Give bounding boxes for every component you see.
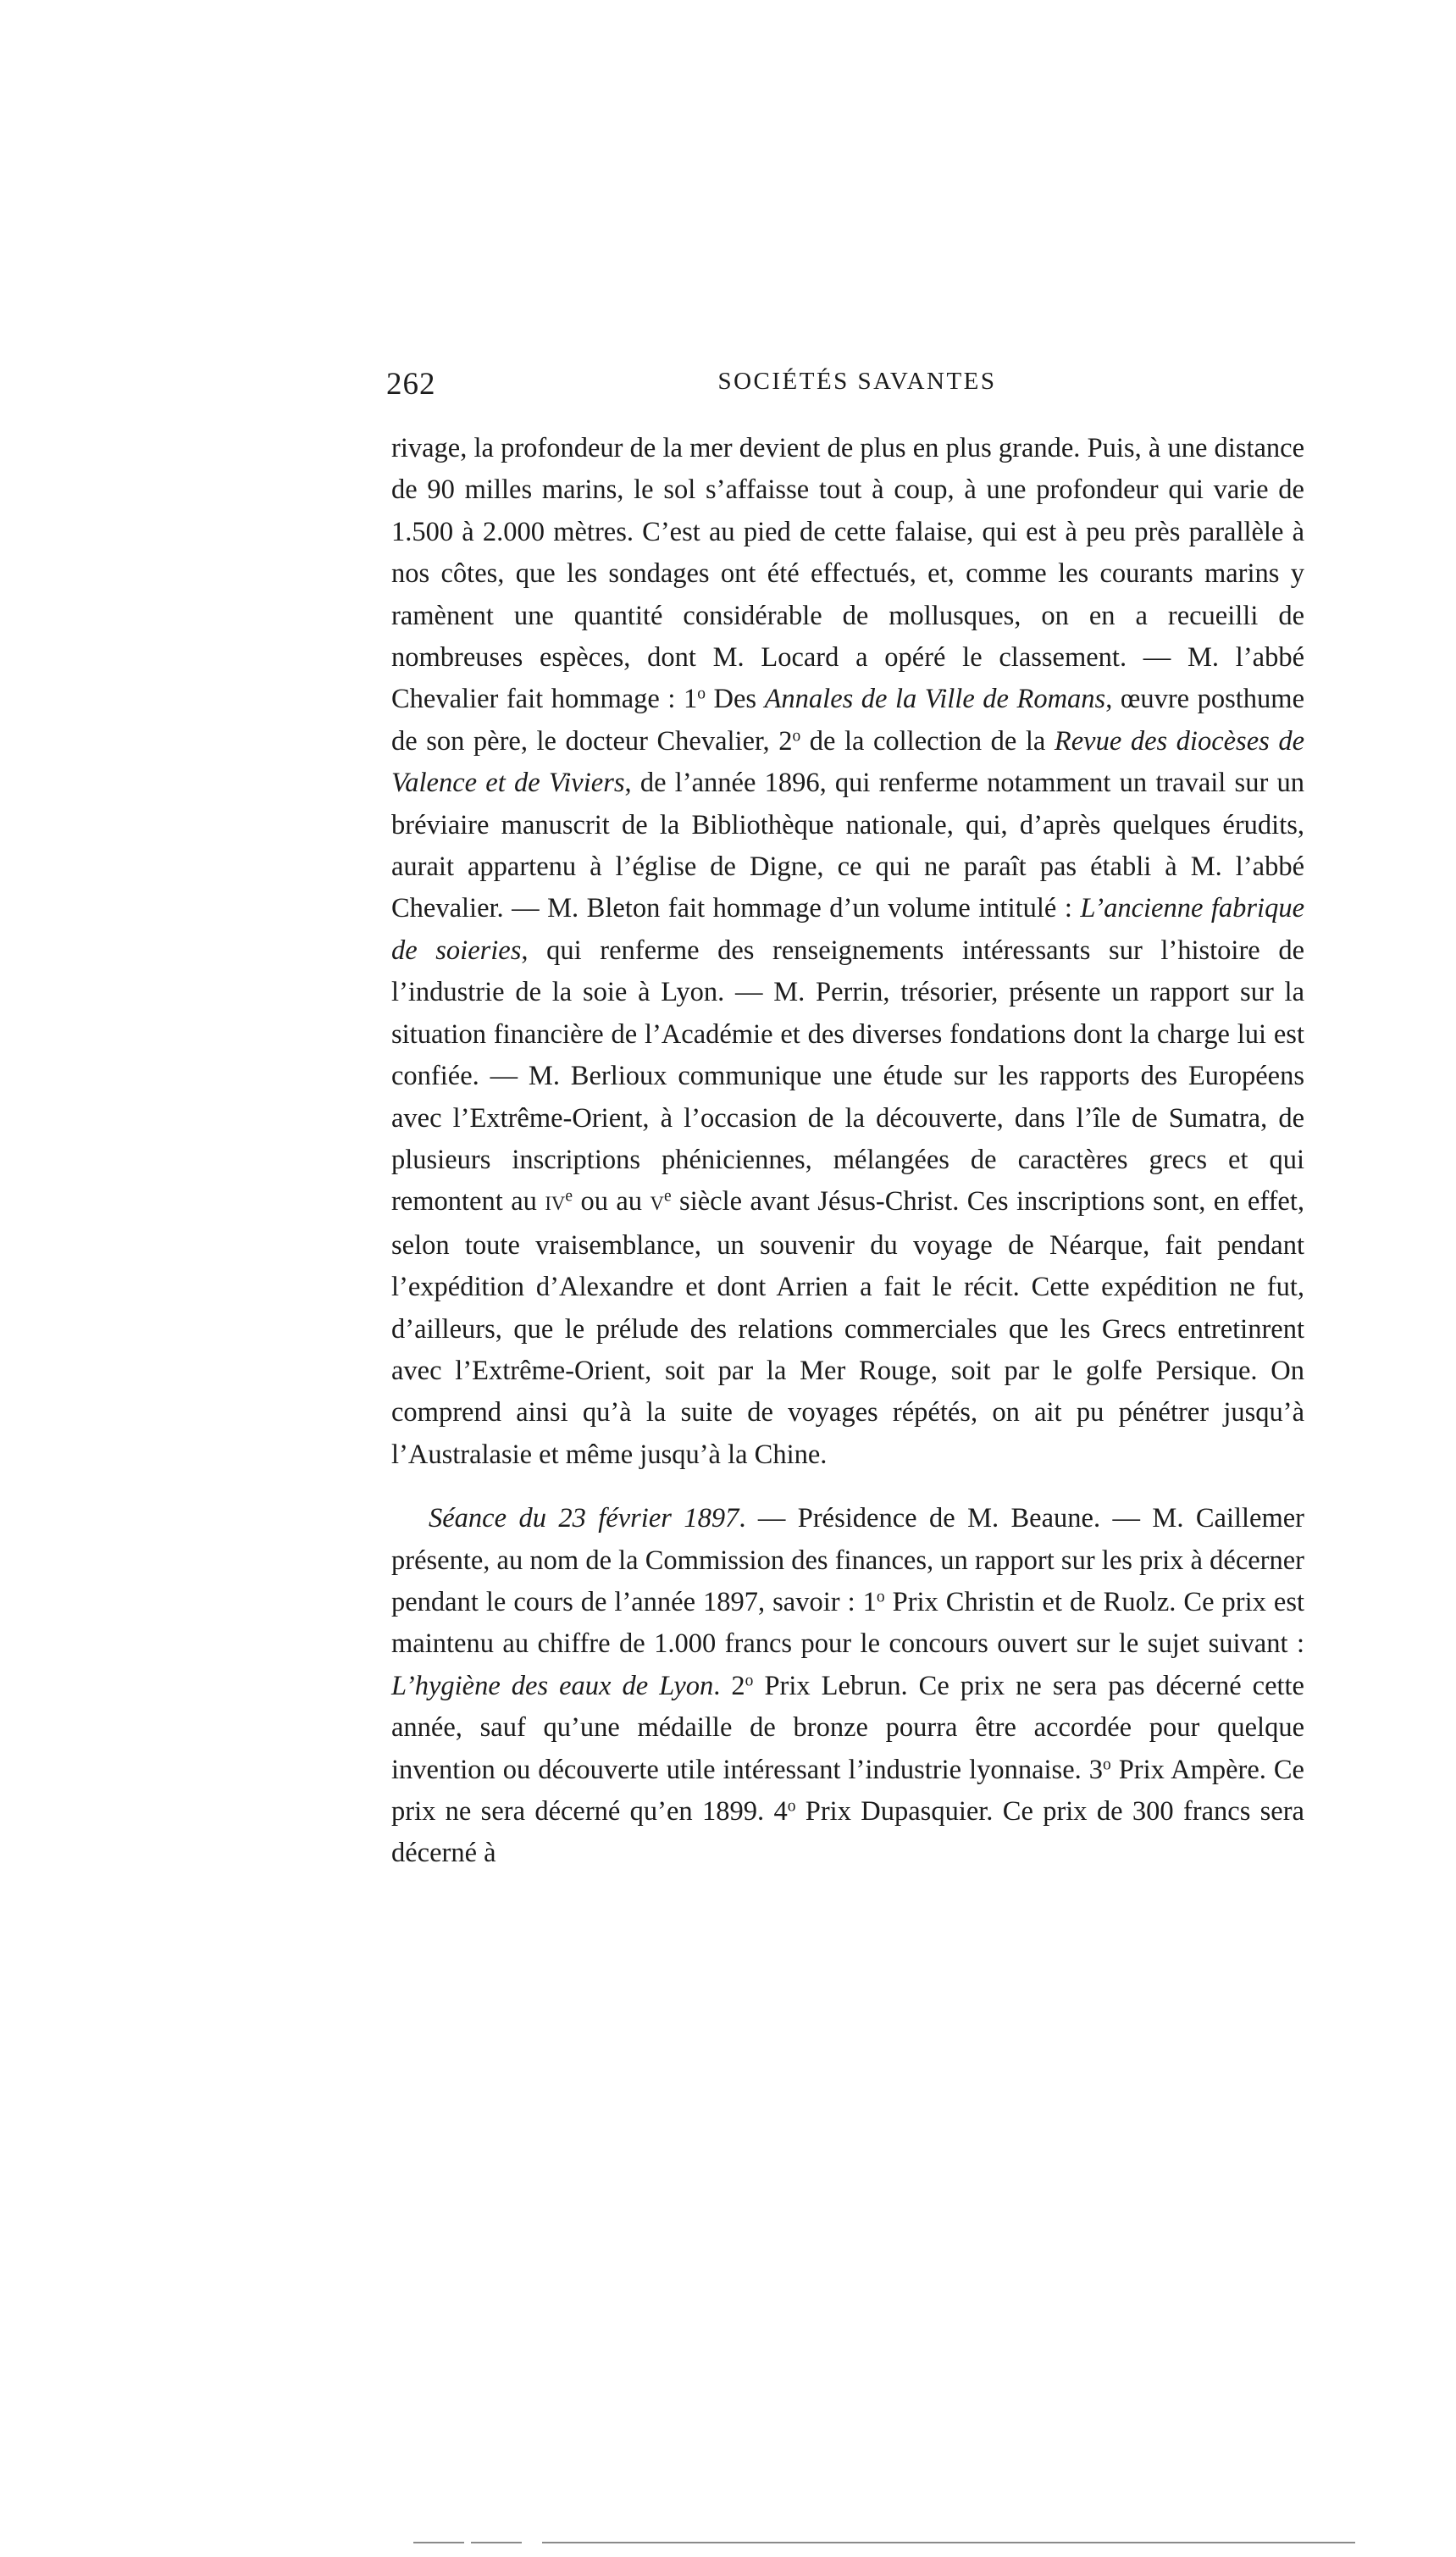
book-title: L’ancienne fabrique de soieries — [391, 893, 1304, 966]
body-text — [391, 428, 1304, 1875]
ordinal-superscript: e — [565, 1187, 573, 1206]
book-title: Revue des diocèses de Valence et de Viviers — [391, 725, 1305, 799]
book-title: Annales de la Ville de Romans — [764, 684, 1106, 715]
century-numeral: V — [650, 1193, 664, 1215]
text-run: de la collection de la — [800, 725, 1055, 757]
text-run: . 2 — [713, 1670, 745, 1701]
text-run: Prix Lebrun. Ce prix ne sera pas décerné cette année, sauf qu’une médaille de bronze pourra être accordée pour quelque invention ou découverte utile intéressant l’industrie lyonnaise. 3 — [391, 1670, 1304, 1785]
text-run: Prix Ampère. Ce prix ne sera décerné qu’en 1899. 4 — [391, 1754, 1304, 1827]
scan-edge-rule — [471, 2542, 522, 2543]
text-run: , œuvre posthume de son père, le docteur Chevalier, 2 — [391, 684, 1304, 757]
ordinal-superscript: o — [745, 1672, 754, 1690]
contest-subject: L’hygiène des eaux de Lyon — [391, 1670, 714, 1701]
ordinal-superscript: o — [787, 1797, 796, 1816]
ordinal-superscript: e — [663, 1187, 672, 1206]
paragraph-2 — [391, 1498, 1304, 1875]
text-run: Prix Christin et de Ruolz. Ce prix est maintenu au chiffre de 1.000 francs pour le concours ouvert sur le sujet suivant : — [391, 1586, 1304, 1660]
session-date: Séance du 23 février 1897 — [429, 1503, 739, 1534]
text-run: Prix Dupasquier. Ce prix de 300 francs sera décerné à — [391, 1796, 1304, 1869]
century-numeral: IV — [545, 1193, 566, 1215]
page-header — [386, 366, 1328, 410]
scan-edge-rule — [542, 2542, 1355, 2543]
text-run: . — Présidence de M. Beaune. — M. Caillemer présente, au nom de la Commission des finances, un rapport sur les prix à décerner pendant le cours de l’année 1897, savoir : 1 — [391, 1503, 1305, 1617]
text-run: , de l’année 1896, qui renferme notamment un travail sur un bréviaire manuscrit de la Bibliothèque nationale, qui, d’après quelques érudits, aurait appartenu à l’église de Digne, ce qui ne paraît pas établi à M. l’abbé Chevalier. — M. Bleton fait hommage d’un volume intitulé : — [391, 768, 1304, 924]
paragraph-1 — [391, 428, 1304, 1476]
scan-edge-rule — [413, 2542, 464, 2543]
text-run: siècle avant Jésus-Christ. Ces inscriptions sont, en effet, selon toute vraisemblance, un souvenir du voyage de Néarque, fait pendant l’expédition d’Alexandre et dont Arrien a fait le récit. Cette expédition ne fut, d’ailleurs, que le prélude des relations commerciales que les Grecs entretinrent avec l’Extrême-Orient, soit par la Mer Rouge, soit par le golfe Persique. On comprend ainsi qu’à la suite de voyages répétés, on ait pu pénétrer jusqu’à l’Australasie et même jusqu’à la Chine. — [391, 1186, 1304, 1470]
ordinal-superscript: o — [876, 1588, 885, 1606]
text-run: ou au — [573, 1186, 650, 1217]
ordinal-superscript: o — [792, 727, 801, 746]
ordinal-superscript: o — [1102, 1755, 1111, 1773]
text-run: rivage, la profondeur de la mer devient de plus en plus grande. Puis, à une distance de 90 milles marins, le sol s’affaisse tout à coup, à une profondeur qui varie de 1.500 à 2.000 mètres. C’est au pied de cette falaise, qui est à peu près parallèle à nos côtes, que les sondages ont été effectués, et, comme les courants marins y ramènent une quantité considérable de mollusques, on en a recueilli de nombreuses espèces, dont M. Locard a opéré le classement. — M. l’abbé Chevalier fait hommage : 1 — [391, 433, 1304, 715]
ordinal-superscript: o — [697, 685, 706, 703]
page-number: 262 — [386, 367, 436, 402]
running-title: SOCIÉTÉS SAVANTES — [717, 368, 997, 395]
text-run: Des — [705, 684, 765, 715]
text-run: , qui renferme des renseignements intéressants sur l’histoire de l’industrie de la soie à Lyon. — M. Perrin, trésorier, présente un rapport sur la situation financière de l’Académie et des diverses fondations dont la charge lui est confiée. — M. Berlioux communique une étude sur les rapports des Européens avec l’Extrême-Orient, à l’occasion de la découverte, dans l’île de Sumatra, de plusieurs inscriptions phéniciennes, mélangées de caractères grecs et qui remontent au — [391, 935, 1304, 1217]
